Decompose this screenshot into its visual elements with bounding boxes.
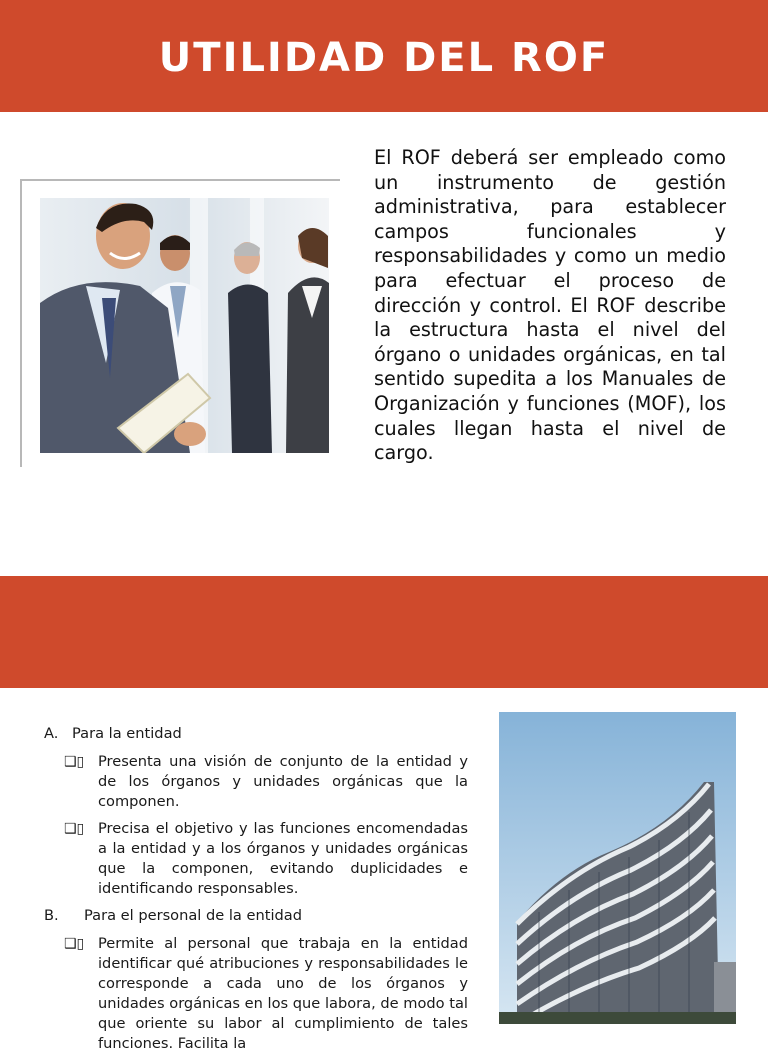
list-item bbox=[64, 934, 468, 1054]
business-people-photo bbox=[40, 198, 329, 453]
title-banner bbox=[0, 0, 768, 112]
section-a-heading bbox=[44, 724, 468, 744]
checkbox-bullet-icon: ❑▯ bbox=[64, 754, 85, 770]
section-b-heading bbox=[44, 906, 468, 926]
section-b-letter: B. bbox=[44, 907, 59, 924]
section-a-title: Para la entidad bbox=[72, 725, 182, 742]
checkbox-bullet-icon: ❑▯ bbox=[64, 936, 85, 952]
list-item bbox=[64, 819, 468, 899]
section-b-title: Para el personal de la entidad bbox=[84, 907, 302, 924]
office-building-photo bbox=[499, 712, 736, 1024]
checkbox-bullet-icon: ❑▯ bbox=[64, 821, 85, 837]
second-slide-banner bbox=[0, 576, 768, 688]
list-item-text: Precisa el objetivo y las funciones encomendadas a la entidad y a los órganos y unidades orgánicas que la componen, evitando duplicidades e identificando responsables. bbox=[98, 820, 468, 897]
benefits-list bbox=[44, 724, 468, 1061]
photo-frame-left bbox=[20, 179, 22, 467]
list-item bbox=[64, 752, 468, 812]
slide-title: UTILIDAD DEL ROF bbox=[158, 35, 610, 81]
slide-beneficios bbox=[0, 688, 768, 1052]
list-item-text: Permite al personal que trabaja en la entidad identificar qué atribuciones y responsabilidades le corresponde a cada uno de los órganos y unidades orgánicas en los que labora, de modo tal que oriente su labor al cumplimiento de tales funciones. Facilita la bbox=[98, 935, 468, 1052]
rof-description: El ROF deberá ser empleado como un instrumento de gestión administrativa, para establecer campos funcionales y responsabilidades y como un medio para efectuar el proceso de dirección y control. El ROF describe la estructura hasta el nivel del órgano o unidades orgánicas, en tal sentido supedita a los Manuales de Organización y funciones (MOF), los cuales llegan hasta el nivel de cargo. bbox=[374, 146, 726, 465]
section-a-letter: A. bbox=[44, 725, 59, 742]
photo-frame-top bbox=[20, 179, 340, 181]
list-item-text: Presenta una visión de conjunto de la entidad y de los órganos y unidades orgánicas que la componen. bbox=[98, 753, 468, 810]
